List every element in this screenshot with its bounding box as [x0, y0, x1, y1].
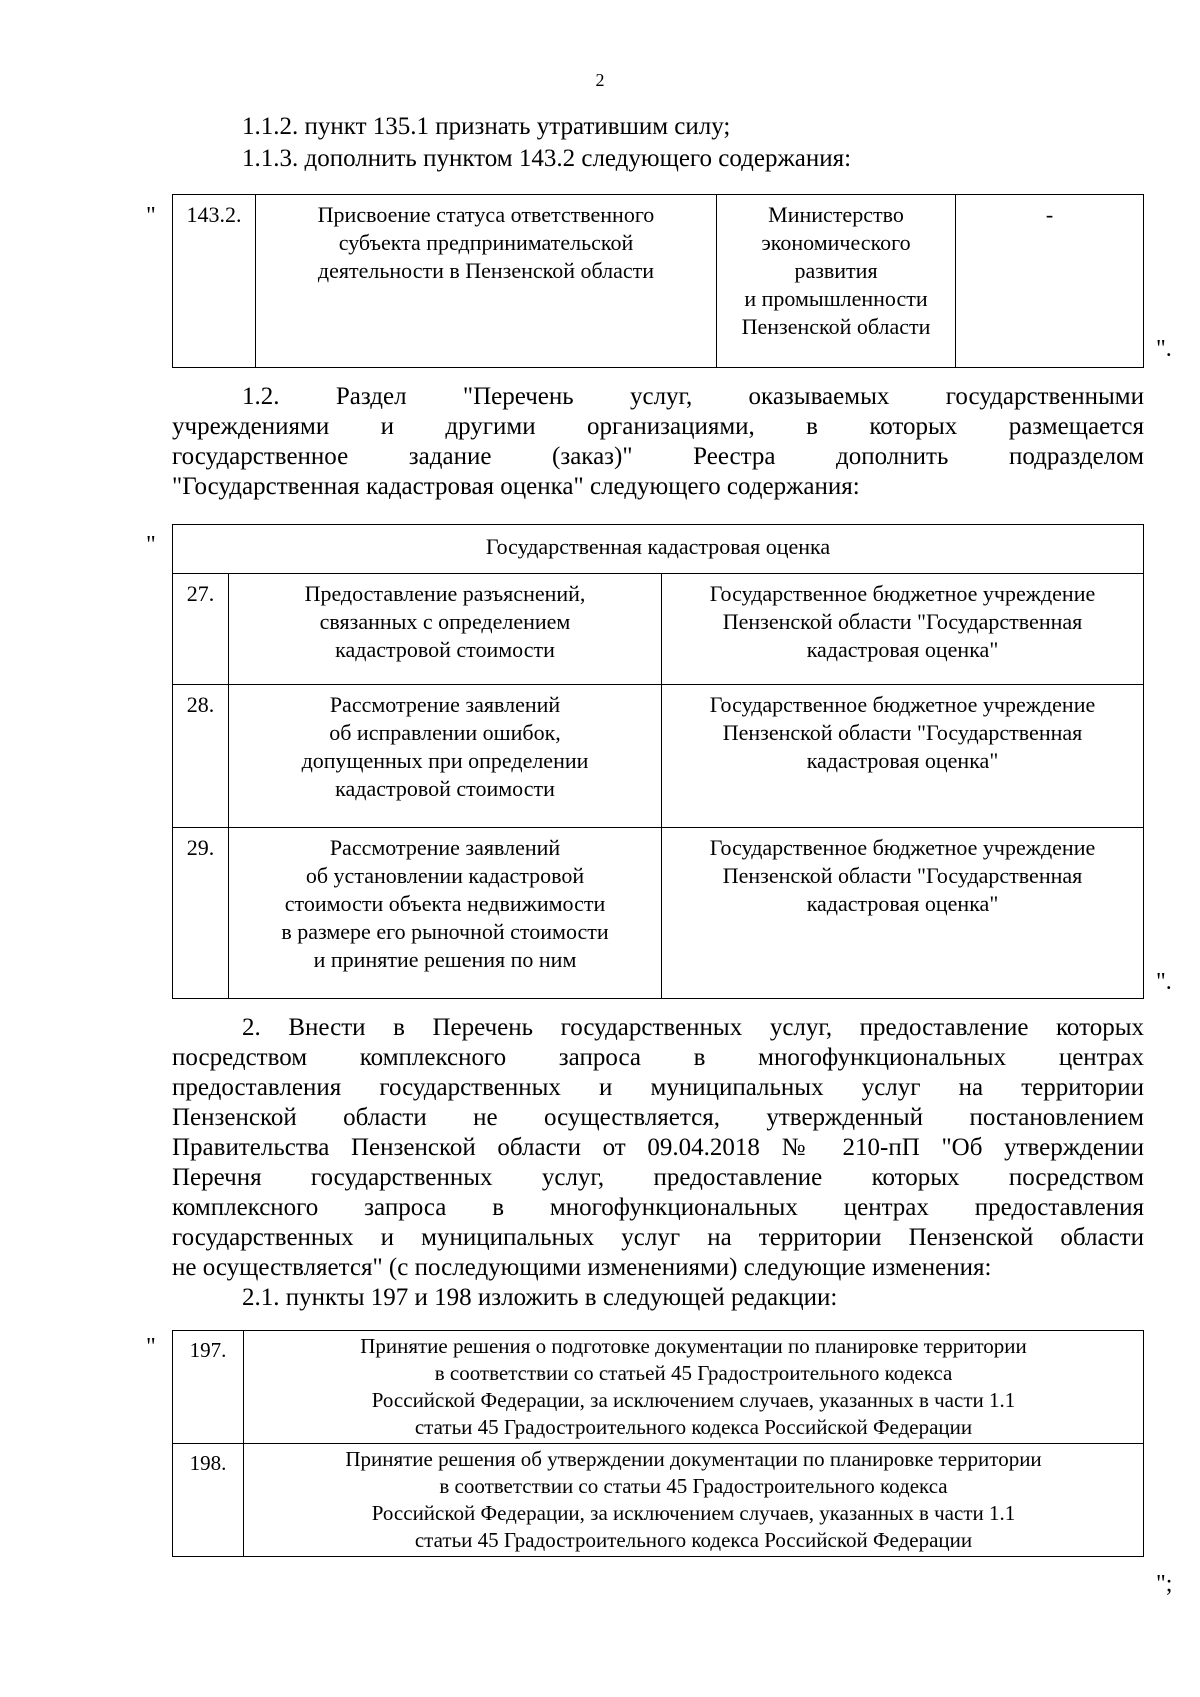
row-number: 28. — [173, 685, 229, 828]
service-name-line: об исправлении ошибок, — [329, 720, 561, 745]
table-cadastral — [172, 524, 1144, 999]
service-name-cell — [229, 828, 662, 999]
paragraph-line: Пензенской области не осуществляется, утвержденный постановлением — [172, 1104, 1144, 1131]
paragraph-1-2 — [172, 382, 1144, 502]
paragraph-line: Правительства Пензенской области от 09.04.2018 № 210-пП "Об утверждении — [172, 1134, 1144, 1161]
quote-open-2: " — [146, 532, 156, 558]
service-name-line: стоимости объекта недвижимости — [284, 891, 606, 916]
paragraph-line: 2. Внести в Перечень государственных услуг, предоставление которых — [242, 1014, 1144, 1041]
organization-cell — [662, 574, 1144, 685]
service-name-line: Присвоение статуса ответственного — [317, 202, 655, 227]
service-name-line: Принятие решения об утверждении документации по планировке территории — [345, 1447, 1042, 1471]
service-name-line: в соответствии со статьи 45 Градостроительного кодекса — [439, 1474, 948, 1498]
item-1-1-3: 1.1.3. дополнить пунктом 143.2 следующего содержания: — [242, 145, 852, 172]
service-name-line: кадастровой стоимости — [335, 637, 555, 662]
organization-line: развития — [794, 258, 878, 283]
paragraph-line: государственных и муниципальных услуг на территории Пензенской области — [172, 1224, 1144, 1251]
paragraph-line: "Государственная кадастровая оценка" следующего содержания: — [172, 473, 860, 500]
organization-line: кадастровая оценка" — [806, 891, 999, 916]
service-name-cell — [244, 1331, 1144, 1444]
quote-close-3: "; — [1156, 1571, 1173, 1597]
service-name-line: Рассмотрение заявлений — [329, 835, 561, 860]
organization-line: и промышленности — [744, 286, 928, 311]
organization-line: Пензенской области "Государственная — [722, 863, 1083, 888]
page-number: 2 — [595, 70, 605, 90]
row-number: 198. — [173, 1444, 244, 1557]
organization-cell — [717, 195, 956, 368]
table-row — [173, 1444, 1144, 1557]
service-name-line: Российской Федерации, за исключением случаев, указанных в части 1.1 — [371, 1388, 1016, 1412]
organization-line: Пензенской области "Государственная — [722, 609, 1083, 634]
table-row — [173, 1331, 1144, 1444]
organization-line: Пензенской области — [741, 314, 931, 339]
table-row — [173, 195, 1144, 368]
organization-line: экономического — [761, 230, 911, 255]
table-197-198 — [172, 1330, 1144, 1557]
quote-close-1: ". — [1156, 336, 1172, 362]
row-number: 143.2. — [173, 195, 256, 368]
item-1-1-2: 1.1.2. пункт 135.1 признать утратившим силу; — [242, 113, 731, 140]
row-number: 197. — [173, 1331, 244, 1444]
paragraph-line: не осуществляется" (с последующими изменениями) следующие изменения: — [172, 1254, 992, 1281]
organization-line: Государственное бюджетное учреждение — [709, 692, 1096, 717]
service-name-cell — [229, 685, 662, 828]
service-name-line: деятельности в Пензенской области — [317, 258, 655, 283]
table-header-row — [173, 525, 1144, 574]
service-name-line: в размере его рыночной стоимости — [281, 919, 609, 944]
table-143-2 — [172, 194, 1144, 368]
service-name-line: статьи 45 Градостроительного кодекса Российской Федерации — [414, 1415, 973, 1439]
paragraph-line: предоставления государственных и муниципальных услуг на территории — [172, 1074, 1144, 1101]
paragraph-2 — [172, 1013, 1144, 1283]
service-name-line: об установлении кадастровой — [305, 863, 585, 888]
table-row — [173, 574, 1144, 685]
table-row — [173, 685, 1144, 828]
paragraph-line: Перечня государственных услуг, предоставление которых посредством — [172, 1164, 1144, 1191]
table-row — [173, 828, 1144, 999]
service-name-cell — [244, 1444, 1144, 1557]
service-name-line: в соответствии со статьей 45 Градостроительного кодекса — [434, 1361, 953, 1385]
service-name-cell — [229, 574, 662, 685]
paragraph-line: комплексного запроса в многофункциональных центрах предоставления — [172, 1194, 1144, 1221]
row-number: 29. — [173, 828, 229, 999]
service-name-line: Предоставление разъяснений, — [304, 581, 586, 606]
organization-line: кадастровая оценка" — [806, 748, 999, 773]
service-name-line: связанных с определением — [319, 609, 571, 634]
organization-line: Государственное бюджетное учреждение — [709, 581, 1096, 606]
item-2-1: 2.1. пункты 197 и 198 изложить в следующей редакции: — [242, 1284, 838, 1311]
organization-line: Министерство — [768, 202, 904, 227]
service-name-line: допущенных при определении — [301, 748, 589, 773]
organization-cell — [662, 828, 1144, 999]
service-name-line: статьи 45 Градостроительного кодекса Российской Федерации — [414, 1528, 973, 1552]
quote-close-2: ". — [1156, 969, 1172, 995]
organization-line: кадастровая оценка" — [806, 637, 999, 662]
service-name-line: Рассмотрение заявлений — [329, 692, 561, 717]
section-header: Государственная кадастровая оценка — [173, 525, 1144, 574]
paragraph-line: 1.2. Раздел "Перечень услуг, оказываемых государственными — [242, 383, 1144, 410]
quote-open-1: " — [146, 203, 156, 229]
quote-open-3: " — [146, 1334, 156, 1360]
service-name-line: и принятие решения по ним — [313, 947, 577, 972]
organization-cell — [662, 685, 1144, 828]
extra-cell: - — [956, 195, 1144, 368]
service-name-line: Принятие решения о подготовке документации по планировке территории — [360, 1334, 1027, 1358]
row-number: 27. — [173, 574, 229, 685]
paragraph-line: учреждениями и другими организациями, в которых размещается — [172, 413, 1144, 440]
service-name-line: Российской Федерации, за исключением случаев, указанных в части 1.1 — [371, 1501, 1016, 1525]
service-name-line: субъекта предпринимательской — [338, 230, 634, 255]
organization-line: Государственное бюджетное учреждение — [709, 835, 1096, 860]
organization-line: Пензенской области "Государственная — [722, 720, 1083, 745]
service-name-line: кадастровой стоимости — [335, 776, 555, 801]
service-name-cell — [256, 195, 717, 368]
paragraph-line: государственное задание (заказ)" Реестра дополнить подразделом — [172, 443, 1144, 470]
paragraph-line: посредством комплексного запроса в многофункциональных центрах — [172, 1044, 1144, 1071]
